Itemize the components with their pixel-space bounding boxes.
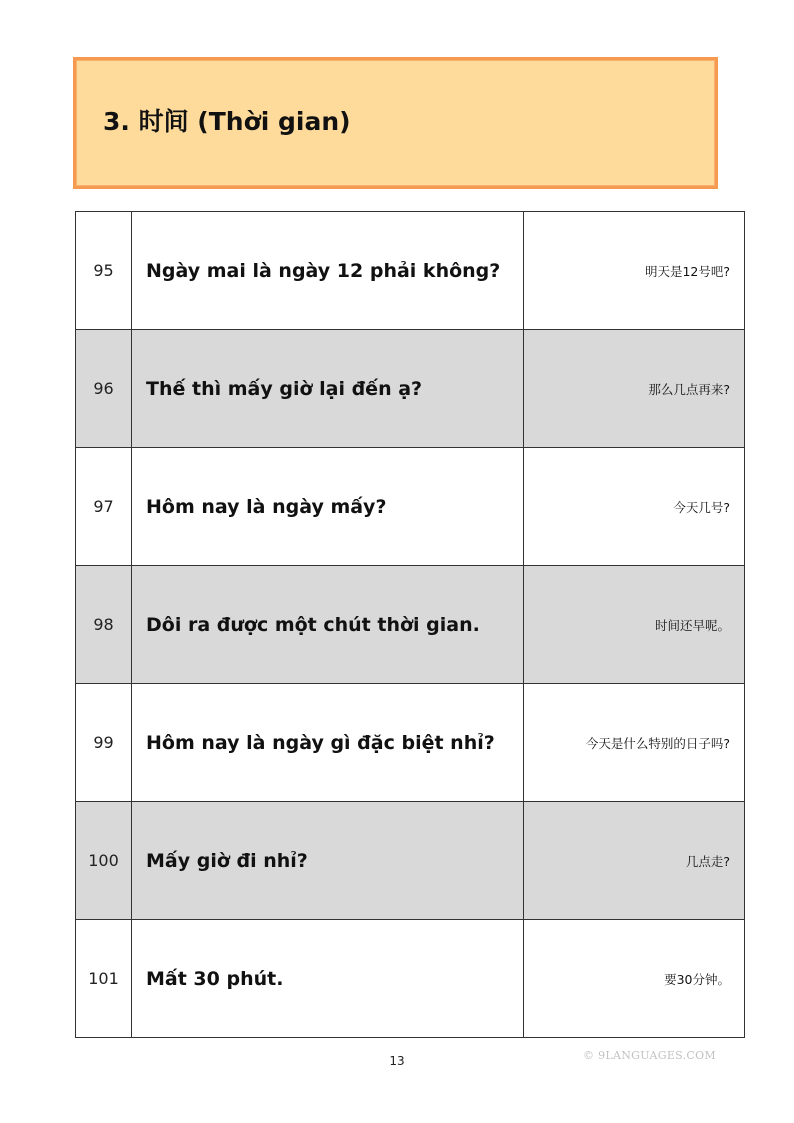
table-row [76, 448, 745, 566]
row-number: 96 [76, 330, 132, 448]
table-row [76, 566, 745, 684]
vietnamese-phrase: Mất 30 phút. [132, 920, 524, 1038]
vietnamese-phrase: Hôm nay là ngày gì đặc biệt nhỉ? [132, 684, 524, 802]
row-number: 99 [76, 684, 132, 802]
table-row [76, 212, 745, 330]
table-row [76, 330, 745, 448]
page-number: 13 [389, 1054, 405, 1068]
vietnamese-phrase: Hôm nay là ngày mấy? [132, 448, 524, 566]
vietnamese-phrase: Thế thì mấy giờ lại đến ạ? [132, 330, 524, 448]
row-number: 101 [76, 920, 132, 1038]
chinese-translation: 今天是什么特别的日子吗? [524, 684, 745, 802]
row-number: 95 [76, 212, 132, 330]
row-number: 98 [76, 566, 132, 684]
chinese-translation: 明天是12号吧? [524, 212, 745, 330]
phrase-table [75, 211, 745, 1038]
section-title: 3. 时间 (Thời gian) [103, 107, 351, 136]
chinese-translation: 那么几点再来? [524, 330, 745, 448]
vietnamese-phrase: Ngày mai là ngày 12 phải không? [132, 212, 524, 330]
vietnamese-phrase: Dôi ra được một chút thời gian. [132, 566, 524, 684]
table-row [76, 684, 745, 802]
section-title-box [73, 57, 718, 189]
row-number: 100 [76, 802, 132, 920]
chinese-translation: 今天几号? [524, 448, 745, 566]
chinese-translation: 时间还早呢。 [524, 566, 745, 684]
chinese-translation: 要30分钟。 [524, 920, 745, 1038]
chinese-translation: 几点走? [524, 802, 745, 920]
table-row [76, 920, 745, 1038]
vietnamese-phrase: Mấy giờ đi nhỉ? [132, 802, 524, 920]
row-number: 97 [76, 448, 132, 566]
table-row [76, 802, 745, 920]
copyright-watermark: © 9LANGUAGES.COM [583, 1049, 716, 1062]
